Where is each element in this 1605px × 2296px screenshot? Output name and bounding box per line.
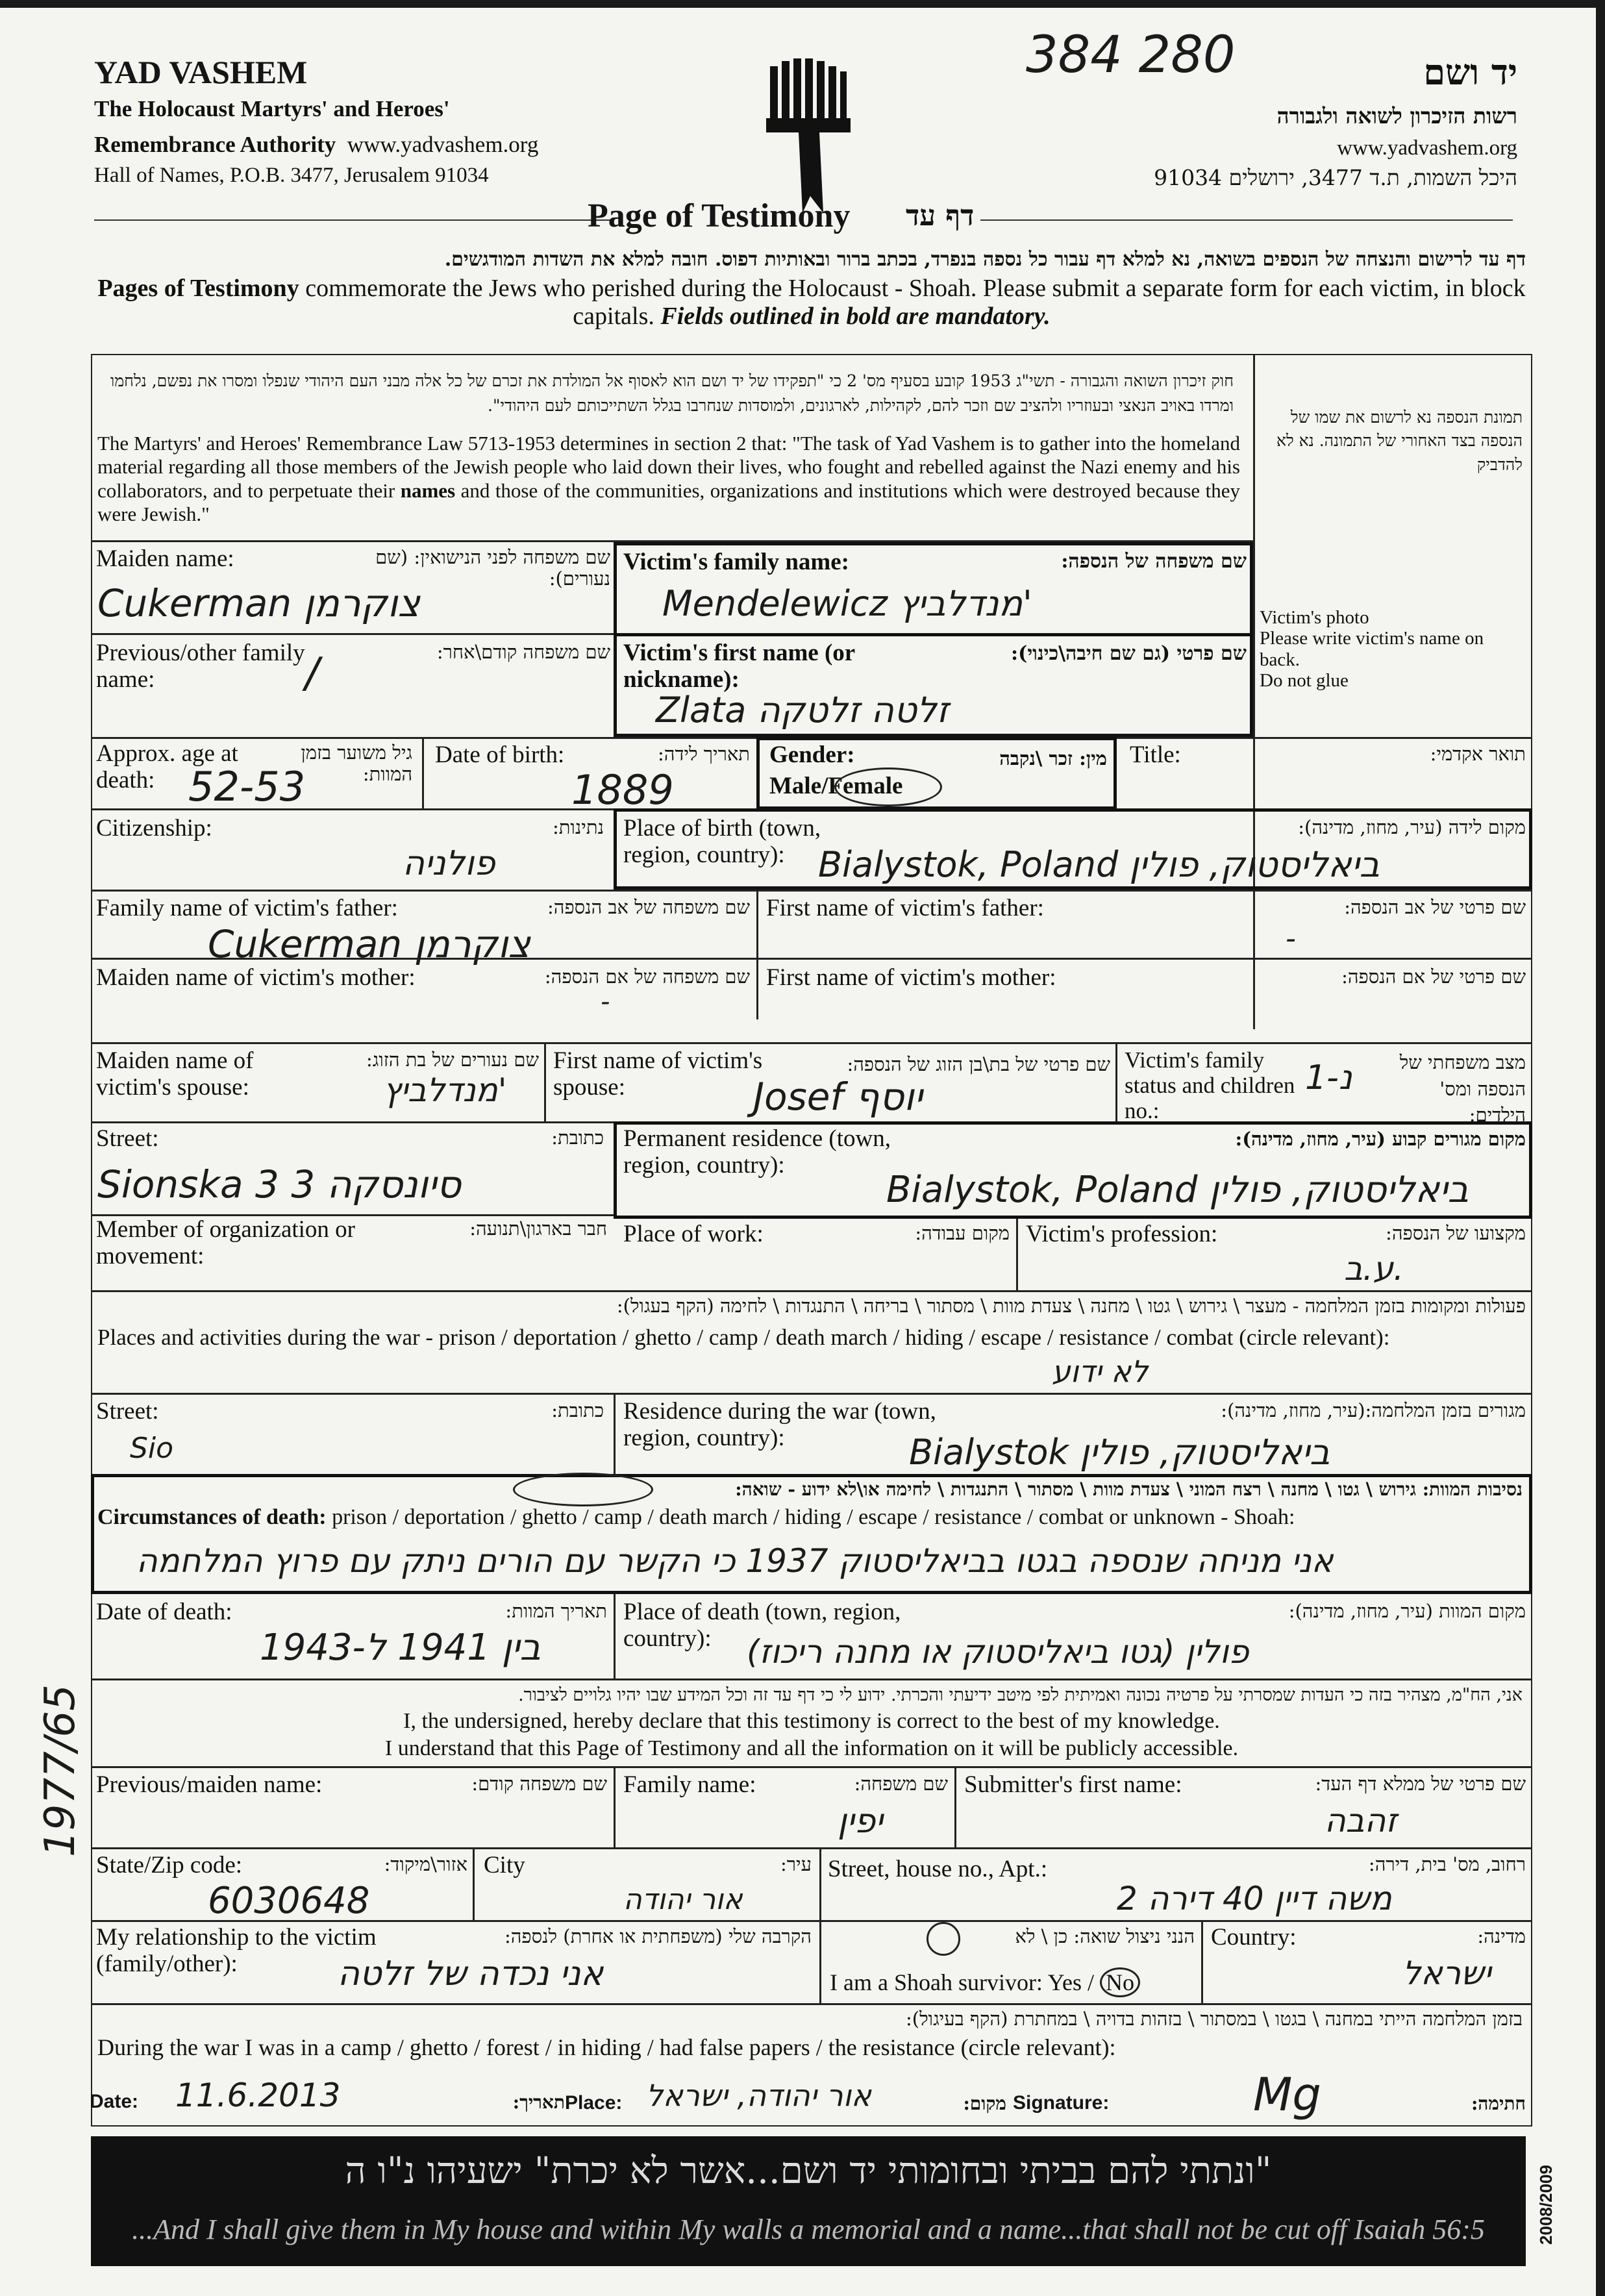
first-name-value: Zlata זלטה זלטקה [656, 690, 949, 730]
heb-instructions: דף עד לרישום והנצחה של הנספים בשואה, נא למלא דף עבור כל נספה בנפרד, בכתב ברור ובאותיות דפוס. חובה למלא את השדות המודגשים. [444, 249, 1526, 271]
declaration-line-2: I understand that this Page of Testimony and all the information on it will be publicly accessible. [384, 1736, 1239, 1760]
prev-family-heb: שם משפחה קודם\אחר: [436, 641, 610, 663]
submitter-first-heb: שם פרטי של ממלא דף העד: [1315, 1773, 1526, 1795]
age-heb: גיל משוער בזמן המוות: [301, 742, 412, 786]
pod-heb: מקום המוות (עיר, מחוז, מדינה): [1288, 1600, 1526, 1622]
activities-heb: פעולות ומקומות בזמן המלחמה - מעצר \ גירוש \ גטו \ מחנה \ צעדת מוות \ מסתור \ בריחה \ התנגדות \ לחימה (הקף בעגול): [616, 1295, 1526, 1317]
family-status-heb: מצב משפחתי של הנספה ומס' הילדים: [1399, 1051, 1526, 1127]
mother-first-heb: שם פרטי של אם הנספה: [1341, 966, 1526, 988]
heb-address: היכל השמות, ת.ד 3477, ירושלים 91034 [1154, 165, 1517, 190]
maiden-name-value: Cukerman צוקרמן [97, 581, 420, 625]
spouse-maiden-value: מנדלביץ' [383, 1071, 507, 1109]
war-street-value: Sio [130, 1432, 174, 1465]
pod-label: Place of death (town, region, country): [623, 1599, 901, 1653]
rule-i [91, 1042, 1532, 1044]
age-label: Approx. age at death: [96, 740, 238, 794]
first-name-heb: שם פרטי (גם שם חיבה\כינוי): [1011, 642, 1247, 665]
residence-value: Bialystok, Poland ביאליסטוק, פולין [886, 1169, 1469, 1211]
rule-t [91, 1766, 1532, 1768]
record-number: 384 280 [1026, 26, 1236, 84]
workplace-label: Place of work: [623, 1221, 764, 1247]
banner-eng: ...And I shall give them in My house and within My walls a memorial and a name...that shall not be cut off Isaiah 56:5 [132, 2214, 1485, 2245]
rule-ac [91, 2003, 1532, 2005]
maiden-name-label: Maiden name: [96, 545, 234, 572]
relationship-value: אני נכדה של זלטה [338, 1954, 604, 1993]
father-family-heb: שם משפחה של אב הנספה: [547, 896, 750, 918]
rule-ab [1201, 1920, 1203, 2003]
spouse-first-label: First name of victim's spouse: [553, 1047, 763, 1101]
survivor-label: I am a Shoah survivor: Yes / No [830, 1967, 1140, 1997]
submitter-first-value: זהבה [1325, 1802, 1397, 1840]
photo-divider [1253, 354, 1255, 1029]
pod-value: (גטו ביאליסטוק או מחנה ריכוז) פולין [747, 1633, 1249, 1671]
survivor-no-circle-heb [927, 1922, 960, 1956]
submitter-war-heb: בזמן המלחמה הייתי במחנה \ בגטו \ במסתור \ בזהות בדויה \ במחתרת (הקף בעיגול): [906, 2008, 1523, 2030]
residence-label: Permanent residence (town, region, country): [623, 1125, 891, 1179]
org-address: Hall of Names, P.O.B. 3477, Jerusalem 91034 [94, 164, 489, 187]
gender-heb: מין: זכר \נקבה [999, 747, 1107, 769]
dob-heb: תאריך לידה: [658, 743, 750, 765]
prev-maiden-label: Previous/maiden name: [96, 1771, 323, 1798]
father-family-value: Cukerman צוקרמן [208, 922, 530, 966]
signature-label: Signature: [1013, 2092, 1110, 2114]
member-label: Member of organization or movement: [96, 1216, 355, 1270]
circumstances-heb: נסיבות המוות: גירוש \ גטו \ מחנה \ רצח המוני \ צעדת מוות \ מסתור \ התנגדות \ לחימה או\לא ידוע - שואה: [735, 1479, 1523, 1500]
place-heb: מקום: [963, 2093, 1006, 2114]
activities-label: Places and activities during the war - prison / deportation / ghetto / camp / death march / hiding / escape / resistance / combat (circle relevant): [97, 1325, 1390, 1350]
rule-q [614, 1393, 616, 1474]
banner-heb: "ונתתי להם בביתי ובחומותי יד ושם...אשר לא יכרת" ישעיהו נ"ו ה [345, 2150, 1272, 2192]
spouse-first-heb: שם פרטי של בת\בן הזוג של הנספה: [847, 1053, 1110, 1075]
heb-org-line: רשות הזיכרון לשואה ולגבורה [1276, 103, 1517, 129]
father-first-value: - [1286, 922, 1296, 955]
pob-label: Place of birth (town, region, country): [623, 815, 821, 869]
submitter-war-label: During the war I was in a camp / ghetto / forest / in hiding / had false papers / the resistance (circle relevant): [97, 2034, 1116, 2060]
survivor-no-answer: No [1100, 1967, 1140, 1997]
header-rule-left [94, 219, 614, 221]
gender-label: Gender: [769, 742, 855, 768]
dod-value: בין 1941 ל-1943 [260, 1627, 541, 1669]
profession-label: Victim's profession: [1026, 1221, 1218, 1247]
heb-org-name: יד ושם [1423, 51, 1517, 93]
title-label: Title: [1130, 742, 1181, 768]
submitter-street-value: משה דיין 40 דירה 2 [1117, 1880, 1392, 1917]
spouse-maiden-heb: שם נעורים של בת הזוג: [366, 1049, 539, 1071]
city-heb: עיר: [780, 1853, 812, 1875]
city-value: אור יהודה [623, 1883, 743, 1916]
war-residence-value: Bialystok ביאליסטוק, פולין [909, 1432, 1330, 1473]
dod-label: Date of death: [96, 1599, 232, 1625]
father-first-label: First name of victim's father: [766, 895, 1044, 921]
photo-note-heb: תמונת הנספה נא לרשום את שמו של הנספה בצד האחורי של התמונה. נא לא להדביק [1276, 408, 1523, 474]
rule-j [544, 1042, 546, 1121]
heb-website: www.yadvashem.org [1337, 136, 1517, 160]
war-residence-heb: מגורים בזמן המלחמה:(עיר, מחוז, מדינה): [1221, 1399, 1526, 1421]
margin-note: 1977/65 [36, 1684, 84, 1857]
unknown-circle [513, 1473, 653, 1506]
instructions: Pages of Testimony commemorate the Jews who perished during the Holocaust - Shoah. Please submit a separate form for each victim, in block capitals. Fields outlined in bold are mandatory. [97, 275, 1526, 330]
quote-banner [91, 2136, 1526, 2266]
date-heb: תאריך: [512, 2091, 565, 2113]
father-first-heb: שם פרטי של אב הנספה: [1344, 896, 1526, 918]
relationship-heb: הקרבה שלי (משפחתית או אחרת) לנספה: [504, 1925, 812, 1947]
family-name-heb: שם משפחה של הנספה: [1061, 550, 1247, 573]
maiden-name-heb: שם משפחה לפני הנישואין: (שם נעורים): [375, 546, 610, 590]
mother-maiden-value: - [601, 987, 610, 1017]
father-family-label: Family name of victim's father: [96, 895, 398, 921]
submitter-street-label: Street, house no., Apt.: [828, 1856, 1048, 1882]
family-name-value: Mendelewicz מנדלביץ' [662, 583, 1032, 624]
rule-u [614, 1766, 616, 1847]
workplace-heb: מקום עבודה: [915, 1222, 1010, 1244]
form-title-heb: דף עד [906, 199, 975, 232]
signature-value: Mg [1253, 2068, 1321, 2121]
org-line-1: The Holocaust Martyrs' and Heroes' [94, 96, 450, 121]
mother-maiden-label: Maiden name of victim's mother: [96, 964, 416, 991]
pob-value: Bialystok, Poland ביאליסטוק, פולין [818, 844, 1380, 885]
dod-heb: תאריך המוות: [505, 1600, 607, 1622]
title-heb: תואר אקדמי: [1430, 743, 1526, 765]
citizenship-label: Citizenship: [96, 815, 212, 842]
submitter-family-heb: שם משפחה: [854, 1773, 948, 1795]
rule-z [91, 1920, 1532, 1922]
rule-x [473, 1847, 475, 1920]
family-name-label: Victim's family name: [623, 549, 849, 575]
form-version: 2008/2009 [1536, 2165, 1556, 2245]
country-value: ישראל [1402, 1954, 1491, 1992]
rule-b [614, 633, 1253, 636]
war-street-heb: כתובת: [551, 1399, 604, 1421]
city-label: City [484, 1852, 525, 1878]
rule-o [91, 1290, 1532, 1292]
scan-edge-right [1596, 0, 1605, 2296]
country-label: Country: [1211, 1924, 1297, 1951]
war-street-label: Street: [96, 1398, 159, 1425]
activities-value: לא ידוע [1052, 1354, 1149, 1389]
circumstances-value: אני מניחה שנספה בגטו בביאליסטוק 1937 כי הקשר עם הורים ניתק עם פרוץ המלחמה [136, 1542, 1334, 1580]
citizenship-value: פולניה [403, 844, 495, 883]
mother-first-label: First name of victim's mother: [766, 964, 1056, 991]
prev-family-label: Previous/other family name: [96, 640, 305, 693]
rule-a [91, 633, 614, 635]
first-name-label: Victim's first name (or nickname): [623, 640, 855, 693]
date-label: Date: [90, 2091, 139, 2112]
org-line-2: Remembrance Authority www.yadvashem.org [94, 132, 539, 157]
dob-label: Date of birth: [435, 742, 565, 768]
rule-f [91, 890, 1532, 892]
street-heb: כתובת: [551, 1127, 604, 1149]
header-rule-right [980, 219, 1513, 221]
rule-n [1016, 1219, 1018, 1290]
rule-v [954, 1766, 956, 1847]
street-value: Sionska 3 סיונסקה 3 [97, 1162, 461, 1206]
war-residence-label: Residence during the war (town, region, country): [623, 1398, 936, 1452]
zip-label: State/Zip code: [96, 1852, 243, 1878]
date-value: 11.6.2013 [175, 2077, 341, 2114]
survivor-heb: הנני ניצול שואה: כן \ לא [1015, 1925, 1195, 1947]
country-heb: מדינה: [1477, 1925, 1526, 1947]
prev-maiden-heb: שם משפחה קודם: [471, 1773, 607, 1795]
form-title: Page of Testimony [588, 197, 851, 234]
rule-y [819, 1847, 821, 1920]
place-value: אור יהודה, ישראל [646, 2078, 871, 2113]
dob-value: 1889 [571, 766, 674, 814]
family-status-label: Victim's family status and children no.: [1125, 1047, 1295, 1124]
citizenship-heb: נתינות: [552, 816, 604, 838]
relationship-label: My relationship to the victim (family/other): [96, 1924, 377, 1978]
street-label: Street: [96, 1125, 159, 1152]
rule-p [91, 1393, 1532, 1395]
zip-value: 6030648 [208, 1880, 370, 1922]
pob-heb: מקום לידה (עיר, מחוז, מדינה): [1298, 816, 1526, 838]
org-name: YAD VASHEM [94, 54, 308, 90]
profession-heb: מקצועו של הנספה: [1386, 1222, 1526, 1244]
circumstances-label: Circumstances of death: prison / deportation / ghetto / camp / death march / hiding / escape / resistance / combat or unknown - Shoah: [97, 1505, 1295, 1529]
age-value: 52-53 [188, 763, 306, 810]
submitter-family-value: יפין [838, 1802, 883, 1841]
rule-s [91, 1678, 1532, 1680]
rule-k [1115, 1042, 1117, 1121]
rule-r [614, 1594, 616, 1678]
member-heb: חבר בארגון\תנועה: [469, 1217, 607, 1240]
submitter-street-heb: רחוב, מס' בית, דירה: [1368, 1853, 1526, 1875]
residence-heb: מקום מגורים קבוע (עיר, מחוז, מדינה): [1235, 1128, 1526, 1150]
profession-value: ע.ב. [1344, 1250, 1404, 1288]
signature-heb: חתימה: [1471, 2093, 1526, 2114]
submitter-first-label: Submitter's first name: [964, 1771, 1182, 1798]
declaration-heb: אני, הח"מ, מצהיר בזה כי העדות שמסרתי על פרטיה נכונה ואמיתית לפי מיטב ידיעתי והכרתי. ידוע לי כי דף עד זה וכל המידע שבו יהיו גלויים לציבור. [518, 1685, 1523, 1705]
declaration-line-1: I, the undersigned, hereby declare that this testimony is correct to the best of my knowledge. [403, 1709, 1220, 1733]
rule-aa [819, 1920, 821, 2003]
zip-heb: אזור\מיקוד: [384, 1853, 467, 1875]
rule-h [91, 958, 1532, 960]
photo-note: Victim's photo Please write victim's name on back. Do not glue [1260, 607, 1484, 692]
family-status-value: נ-1 [1305, 1058, 1352, 1097]
rule-d [422, 737, 424, 808]
rule-g [756, 890, 758, 1019]
spouse-first-value: Josef יוסף [753, 1075, 923, 1119]
submitter-family-label: Family name: [623, 1771, 756, 1798]
prev-family-value: / [305, 649, 319, 697]
rule-w [91, 1847, 1532, 1849]
scan-edge-top [0, 0, 1605, 8]
law-text: The Martyrs' and Heroes' Remembrance Law 5713-1953 determines in section 2 that: "The task of Yad Vashem is to gather into the homeland material regarding all those members of the Jewish people who laid down their lives, who fought and rebelled against the Nazi enemy and his collaborators, and to perpetuate their names and those of the communities, organizations and institutions which were destroyed because they were Jewish." [97, 432, 1241, 525]
gender-female-circle [834, 767, 942, 806]
gender-options: Male/Female [769, 773, 903, 799]
law-text-heb: חוק זיכרון השואה והגבורה - תשי"ג 1953 קובע בסעיף מס' 2 כי "תפקידו של יד ושם הוא לאסוף אל המולדת את זכרם של כל אלה מבני העם היהודי שנפלו ומסרו את נפשם, נלחמו ומרדו באויב הנאצי ובעוזריו ולהציב שם וזכר להם, לקהילות, לארגונים, ולמוסדות שנחרבו בגלל השתייכותם לעם היהודי". [110, 371, 1234, 415]
spouse-maiden-label: Maiden name of victim's spouse: [96, 1047, 254, 1101]
place-label: Place: [565, 2092, 623, 2114]
mother-maiden-heb: שם משפחה של אם הנספה: [544, 966, 750, 988]
